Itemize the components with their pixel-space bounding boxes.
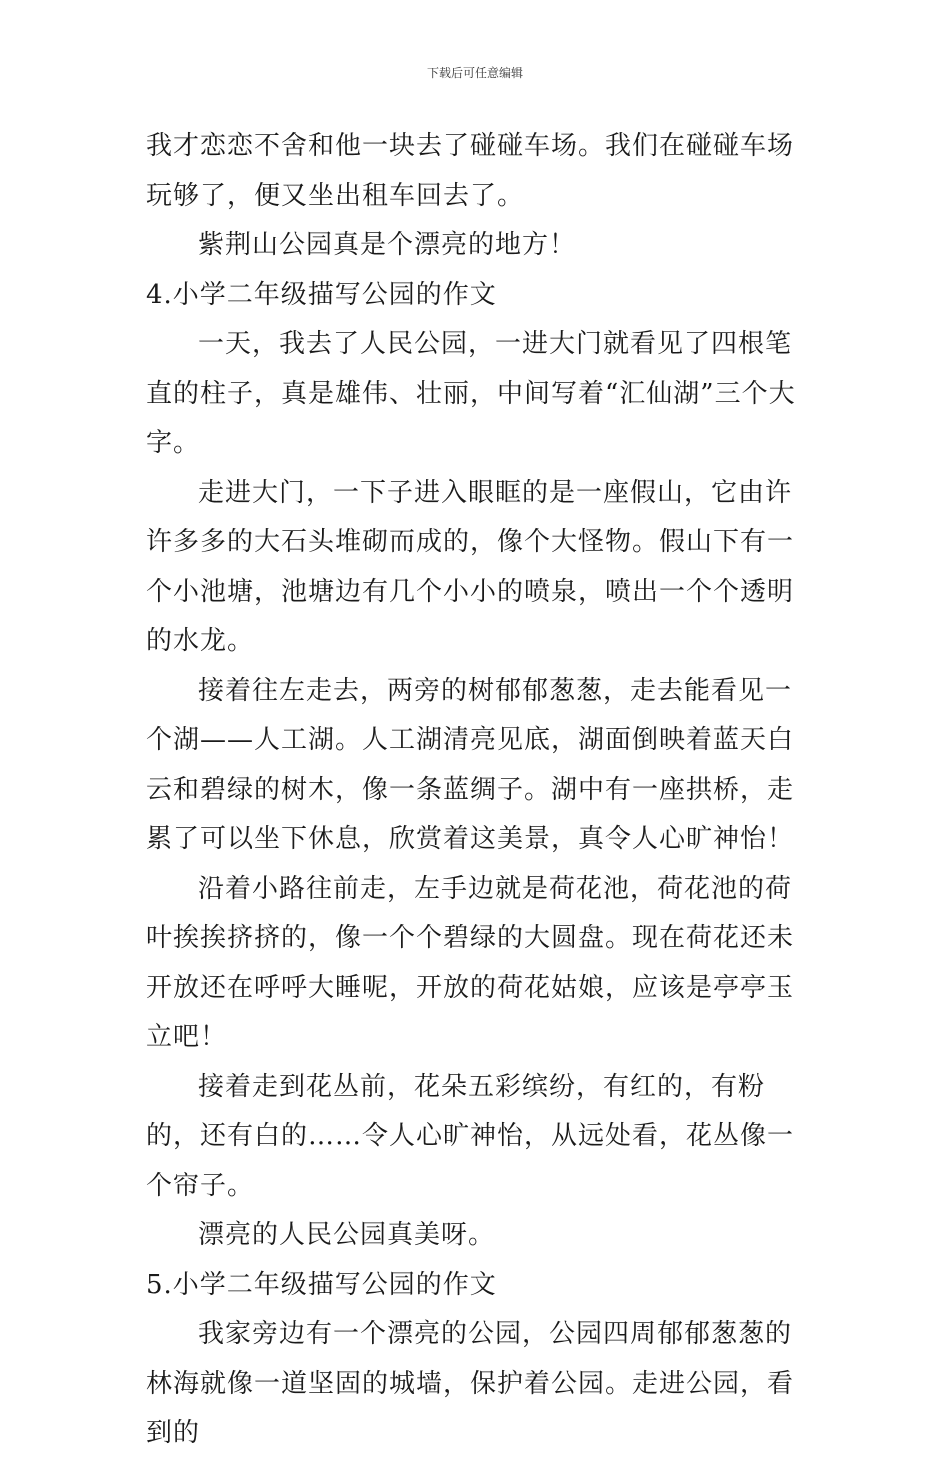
section-heading: 4.小学二年级描写公园的作文 [146, 279, 497, 310]
paragraph: 沿着小路往前走，左手边就是荷花池，荷花池的荷叶挨挨挤挤的，像一个个碧绿的大圆盘。现在荷花还未开放还在呼呼大睡呢，开放的荷花姑娘，应该是亭亭玉立吧！ [146, 873, 795, 1052]
document-body [146, 122, 810, 1459]
paragraph: 我才恋恋不舍和他一块去了碰碰车场。我们在碰碰车场玩够了，便又坐出租车回去了。 [146, 131, 795, 211]
paragraph: 紫荆山公园真是个漂亮的地方！ [198, 230, 577, 260]
paragraph: 接着往左走去，两旁的树郁郁葱葱，走去能看见一个湖——人工湖。人工湖清亮见底，湖面倒映着蓝天白云和碧绿的树木，像一条蓝绸子。湖中有一座拱桥，走累了可以坐下休息，欣赏着这美景，真令人心旷神怡！ [146, 675, 795, 854]
paragraph: 漂亮的人民公园真美呀。 [198, 1220, 496, 1250]
paragraph: 我家旁边有一个漂亮的公园，公园四周郁郁葱葱的林海就像一道坚固的城墙，保护着公园。走进公园，看到的 [146, 1319, 795, 1448]
paragraph: 一天，我去了人民公园，一进大门就看见了四根笔直的柱子，真是雄伟、壮丽，中间写着“汇仙湖”三个大字。 [146, 329, 796, 458]
paragraph: 接着走到花丛前，花朵五彩缤纷，有红的，有粉的，还有白的……令人心旷神怡，从远处看，花丛像一个帘子。 [146, 1071, 795, 1201]
paragraph: 走进大门，一下子进入眼眶的是一座假山，它由许许多多的大石头堆砌而成的，像个大怪物。假山下有一个小池塘，池塘边有几个小小的喷泉，喷出一个个透明的水龙。 [146, 477, 795, 656]
page-header: 下载后可任意编辑 [426, 66, 523, 80]
section-heading: 5.小学二年级描写公园的作文 [146, 1269, 497, 1300]
